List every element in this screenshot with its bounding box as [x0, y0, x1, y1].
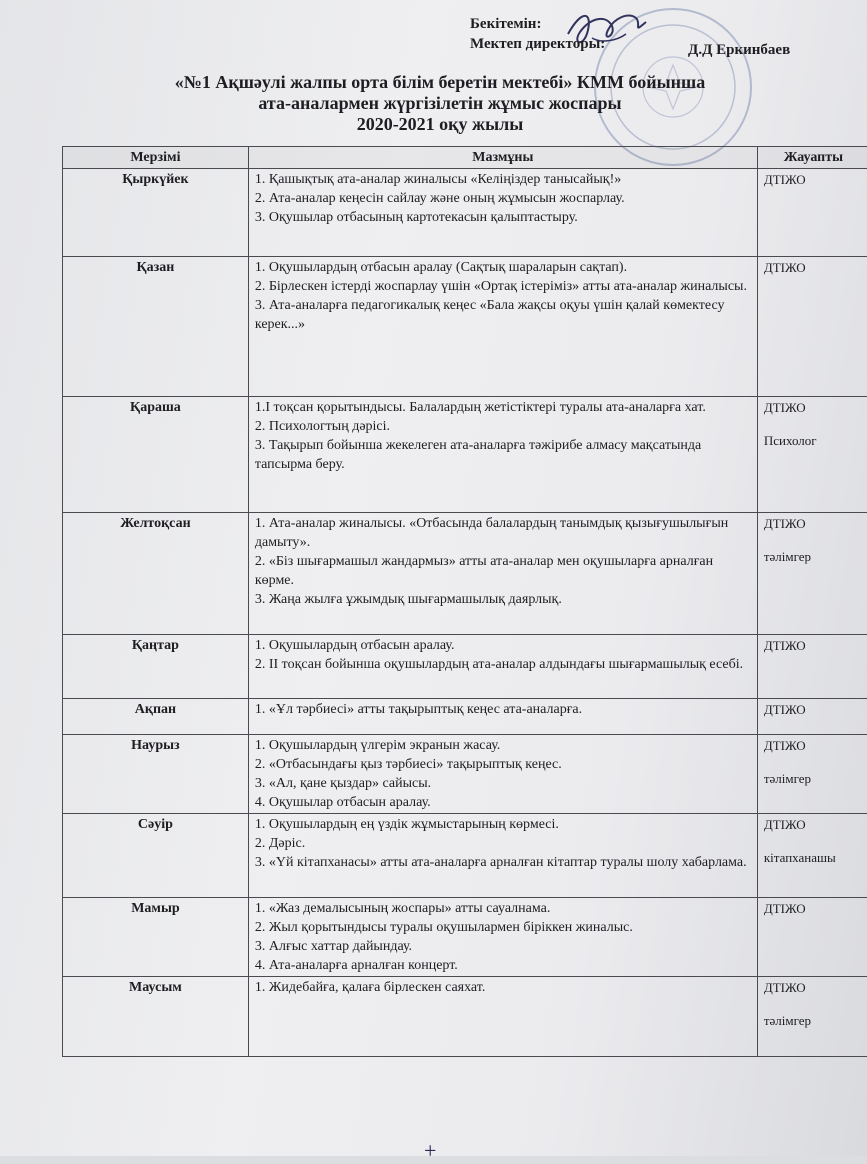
director-name: Д.Д Еркинбаев [688, 40, 790, 60]
content-cell [248, 814, 757, 898]
table-row [63, 735, 867, 814]
table-row [63, 257, 867, 397]
responsible-name: кітапханашы [764, 848, 863, 867]
pen-mark: + [424, 1138, 436, 1164]
plan-table [62, 146, 867, 1057]
plan-item: 3. Ата-аналарға педагогикалық кеңес «Бала жақсы оқуы үшін қалай көмектесу керек...» [255, 296, 751, 334]
content-cell [248, 699, 757, 735]
month-cell: Сәуір [63, 814, 249, 898]
header-responsible: Жауапты [757, 147, 867, 169]
month-cell: Қыркүйек [63, 169, 249, 257]
plan-item: 4. Оқушылар отбасын аралау. [255, 793, 751, 812]
content-cell [248, 898, 757, 977]
plan-item: 3. Алғыс хаттар дайындау. [255, 937, 751, 956]
table-row [63, 699, 867, 735]
responsible-cell [757, 513, 867, 635]
header-content: Мазмұны [248, 147, 757, 169]
table-row [63, 898, 867, 977]
table-row [63, 814, 867, 898]
director-label: Мектеп директоры: [470, 34, 605, 54]
month-cell: Ақпан [63, 699, 249, 735]
content-cell [248, 977, 757, 1057]
title-line-1: «№1 Ақшәулі жалпы орта білім беретін мектебі» КММ бойынша [60, 72, 820, 93]
content-cell [248, 169, 757, 257]
plan-item: 1. Оқушылардың отбасын аралау (Сақтық шараларын сақтап). [255, 258, 751, 277]
title-line-2: ата-аналармен жүргізілетін жұмыс жоспары [60, 93, 820, 114]
plan-item: 2. Жыл қорытындысы туралы оқушылармен біріккен жиналыс. [255, 918, 751, 937]
document-title [60, 72, 820, 135]
responsible-cell [757, 699, 867, 735]
responsible-name: ДТІЖО [764, 700, 863, 719]
month-cell: Маусым [63, 977, 249, 1057]
plan-table-body [63, 169, 867, 1057]
responsible-name: тәлімгер [764, 1011, 863, 1030]
responsible-cell [757, 635, 867, 699]
content-cell [248, 513, 757, 635]
table-header-row [63, 147, 867, 169]
month-cell: Қаңтар [63, 635, 249, 699]
responsible-name: Психолог [764, 431, 863, 450]
plan-item: 2. Психологтың дәрісі. [255, 417, 751, 436]
responsible-cell [757, 257, 867, 397]
responsible-name: ДТІЖО [764, 736, 863, 755]
table-row [63, 169, 867, 257]
month-cell: Желтоқсан [63, 513, 249, 635]
responsible-cell [757, 814, 867, 898]
plan-item: 1.І тоқсан қорытындысы. Балалардың жетістіктері туралы ата-аналарға хат. [255, 398, 751, 417]
plan-item: 1. «Ұл тәрбиесі» атты тақырыптық кеңес ата-аналарға. [255, 700, 751, 719]
responsible-name: ДТІЖО [764, 636, 863, 655]
plan-item: 2. ІІ тоқсан бойынша оқушылардың ата-аналар алдындағы шығармашылық есебі. [255, 655, 751, 674]
plan-item: 2. Дәріс. [255, 834, 751, 853]
responsible-name: ДТІЖО [764, 170, 863, 189]
responsible-name: ДТІЖО [764, 398, 863, 417]
header-date: Мерзімі [63, 147, 249, 169]
content-cell [248, 397, 757, 513]
plan-item: 3. Тақырып бойынша жекелеген ата-аналарға тәжірибе алмасу мақсатында тапсырма беру. [255, 436, 751, 474]
content-cell [248, 735, 757, 814]
plan-item: 1. Қашықтық ата-аналар жиналысы «Келіңіздер танысайық!» [255, 170, 751, 189]
plan-item: 3. «Ал, қане қыздар» сайысы. [255, 774, 751, 793]
responsible-cell [757, 735, 867, 814]
content-cell [248, 257, 757, 397]
plan-item: 1. Ата-аналар жиналысы. «Отбасында балалардың танымдық қызығушылығын дамыту». [255, 514, 751, 552]
table-row [63, 977, 867, 1057]
month-cell: Мамыр [63, 898, 249, 977]
plan-item: 1. «Жаз демалысының жоспары» атты сауалнама. [255, 899, 751, 918]
month-cell: Наурыз [63, 735, 249, 814]
responsible-name: ДТІЖО [764, 899, 863, 918]
responsible-name: ДТІЖО [764, 258, 863, 277]
responsible-name: ДТІЖО [764, 514, 863, 533]
month-cell: Қараша [63, 397, 249, 513]
plan-item: 1. Оқушылардың отбасын аралау. [255, 636, 751, 655]
plan-item: 2. Бірлескен істерді жоспарлау үшін «Ортақ істеріміз» атты ата-аналар жиналысы. [255, 277, 751, 296]
plan-item: 2. Ата-аналар кеңесін сайлау және оның жұмысын жоспарлау. [255, 189, 751, 208]
responsible-cell [757, 169, 867, 257]
plan-item: 3. Оқушылар отбасының картотекасын қалыптастыру. [255, 208, 751, 227]
responsible-name: ДТІЖО [764, 978, 863, 997]
responsible-name: тәлімгер [764, 769, 863, 788]
title-line-3: 2020-2021 оқу жылы [60, 114, 820, 135]
plan-item: 3. «Үй кітапханасы» атты ата-аналарға арналған кітаптар туралы шолу хабарлама. [255, 853, 751, 872]
responsible-cell [757, 898, 867, 977]
table-row [63, 513, 867, 635]
plan-item: 1. Оқушылардың ең үздік жұмыстарының көрмесі. [255, 815, 751, 834]
plan-item: 2. «Біз шығармашыл жандармыз» атты ата-аналар мен оқушыларға арналған көрме. [255, 552, 751, 590]
approval-block [470, 14, 605, 54]
responsible-cell [757, 977, 867, 1057]
responsible-name: ДТІЖО [764, 815, 863, 834]
plan-item: 1. Оқушылардың үлгерім экранын жасау. [255, 736, 751, 755]
plan-item: 4. Ата-аналарға арналған концерт. [255, 956, 751, 975]
plan-item: 3. Жаңа жылға ұжымдық шығармашылық даярлық. [255, 590, 751, 609]
table-row [63, 397, 867, 513]
plan-item: 2. «Отбасындағы қыз тәрбиесі» тақырыптық кеңес. [255, 755, 751, 774]
approval-label: Бекітемін: [470, 14, 605, 34]
table-row [63, 635, 867, 699]
month-cell: Қазан [63, 257, 249, 397]
responsible-name: тәлімгер [764, 547, 863, 566]
plan-item: 1. Жидебайға, қалаға бірлескен саяхат. [255, 978, 751, 997]
content-cell [248, 635, 757, 699]
responsible-cell [757, 397, 867, 513]
